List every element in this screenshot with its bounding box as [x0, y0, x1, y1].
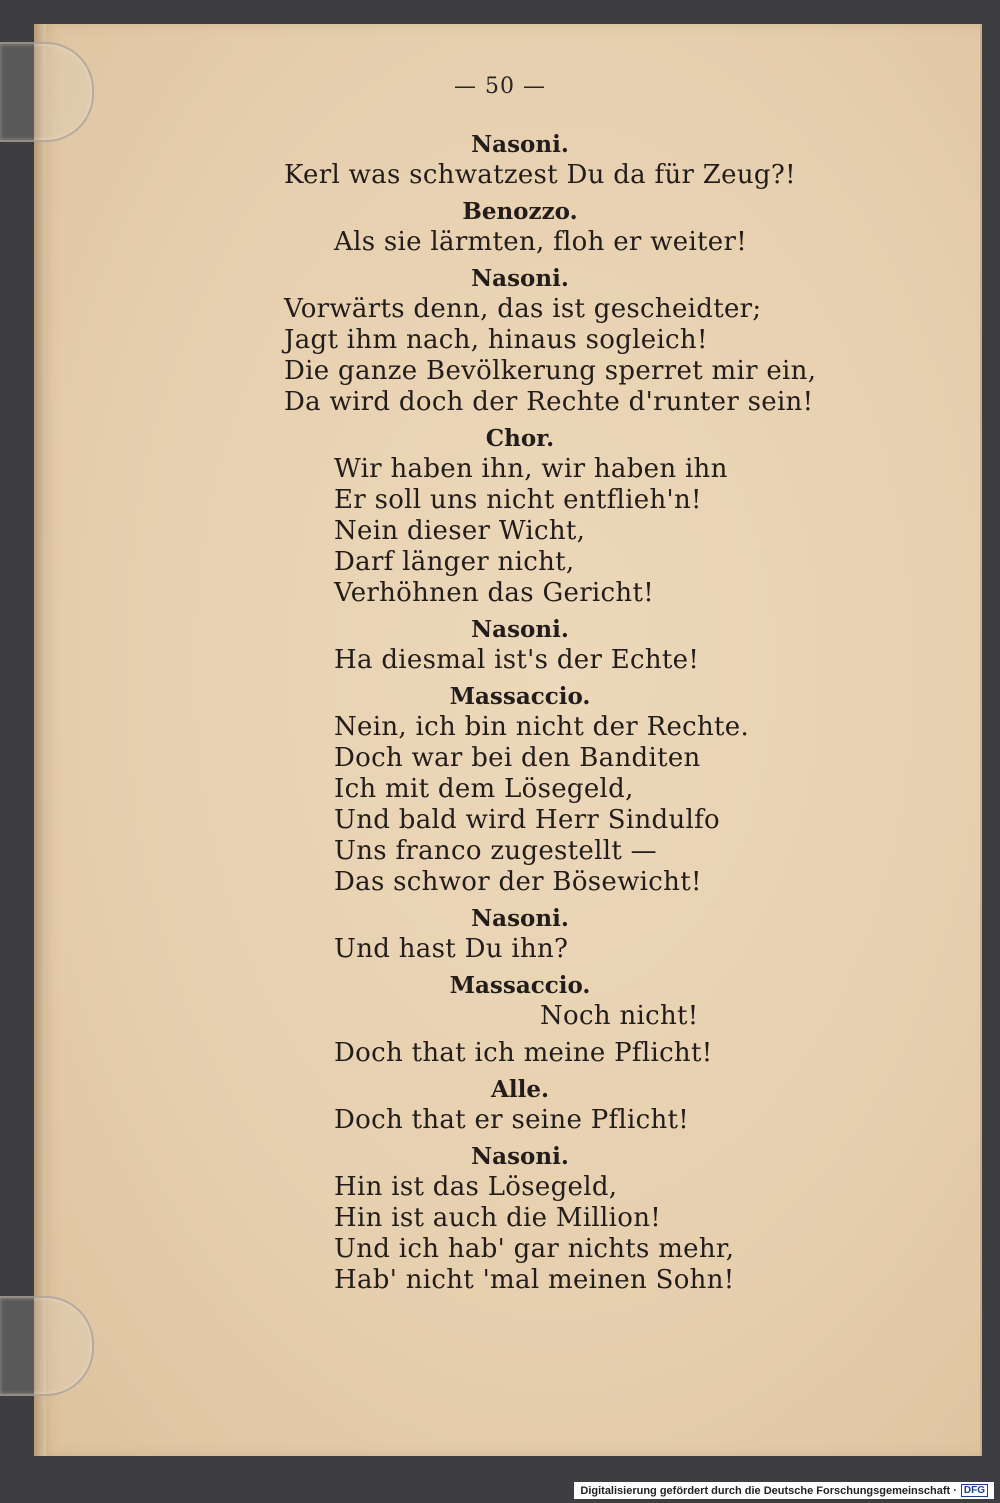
verse-line: Darf länger nicht,	[334, 547, 575, 577]
page-number: — 50 —	[454, 74, 546, 99]
verse-line: Doch that ich meine Pflicht!	[334, 1038, 713, 1068]
verse-line: Hab' nicht 'mal meinen Sohn!	[334, 1265, 735, 1295]
verse-line: Und hast Du ihn?	[334, 934, 569, 964]
verse-line: Noch nicht!	[540, 1001, 699, 1031]
speaker-name: Massaccio.	[449, 972, 591, 999]
libretto-text	[0, 130, 1000, 1302]
verse-line: Ha diesmal ist's der Echte!	[334, 645, 700, 675]
speaker-name: Nasoni.	[471, 131, 569, 158]
verse-line: Nein dieser Wicht,	[334, 516, 586, 546]
speaker-name: Massaccio.	[449, 683, 591, 710]
verse-line: Hin ist auch die Million!	[334, 1203, 662, 1233]
verse-line: Doch war bei den Banditen	[334, 743, 701, 773]
verse-line: Da wird doch der Rechte d'runter sein!	[284, 387, 814, 417]
dfg-logo-icon: DFG	[961, 1484, 988, 1497]
block-gap	[0, 1296, 1000, 1302]
verse-line: Und ich hab' gar nichts mehr,	[334, 1234, 735, 1264]
speaker-name: Nasoni.	[471, 905, 569, 932]
speaker-name: Nasoni.	[471, 616, 569, 643]
verse-line: Wir haben ihn, wir haben ihn	[334, 454, 728, 484]
verse-line: Ich mit dem Lösegeld,	[334, 774, 634, 804]
verse-line: Und bald wird Herr Sindulfo	[334, 805, 720, 835]
verse-line: Das schwor der Bösewicht!	[334, 867, 702, 897]
verse-line: Hin ist das Lösegeld,	[334, 1172, 618, 1202]
verse-line: Uns franco zugestellt —	[334, 836, 657, 866]
verse-line: Nein, ich bin nicht der Rechte.	[334, 712, 750, 742]
verse-line: Als sie lärmten, floh er weiter!	[334, 227, 747, 257]
speaker-name: Benozzo.	[462, 198, 578, 225]
speaker-name: Alle.	[491, 1076, 549, 1103]
verse-line: Jagt ihm nach, hinaus sogleich!	[284, 325, 708, 355]
speaker-name: Nasoni.	[471, 1143, 569, 1170]
scanner-clip-bottom	[0, 1296, 94, 1396]
verse-line: Kerl was schwatzest Du da für Zeug?!	[284, 160, 796, 190]
speaker-name: Nasoni.	[471, 265, 569, 292]
verse-line: Er soll uns nicht entflieh'n!	[334, 485, 702, 515]
verse-line: Die ganze Bevölkerung sperret mir ein,	[284, 356, 817, 386]
verse-line: Vorwärts denn, das ist gescheidter;	[284, 294, 762, 324]
speaker-name: Chor.	[485, 425, 555, 452]
attribution-text: Digitalisierung gefördert durch die Deutsche Forschungsgemeinschaft ·	[580, 1484, 957, 1497]
verse-line: Verhöhnen das Gericht!	[334, 578, 654, 608]
verse-line: Doch that er seine Pflicht!	[334, 1105, 690, 1135]
attribution-footer	[574, 1482, 994, 1499]
